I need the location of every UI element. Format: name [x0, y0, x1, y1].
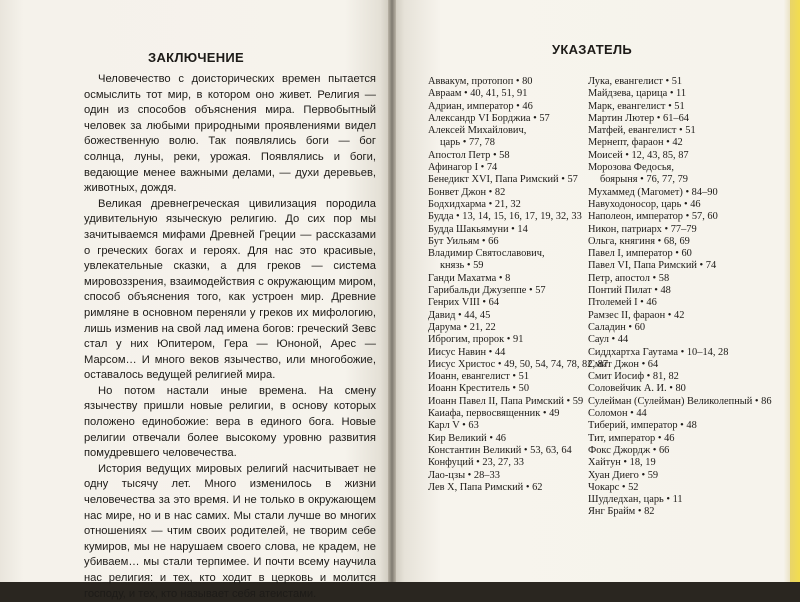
index-entry: Давид • 44, 45	[428, 309, 491, 321]
index-entry: Бут Уильям • 66	[428, 235, 499, 247]
index-entry: Афинагор I • 74	[428, 162, 498, 174]
index-entry: Хуан Диего • 59	[588, 469, 659, 481]
book-spine	[388, 0, 396, 582]
index-entry: Дарума • 21, 22	[428, 321, 496, 333]
page-edge	[790, 0, 800, 582]
left-page	[0, 0, 392, 600]
index-entry: Авраам • 40, 41, 51, 91	[428, 88, 528, 100]
index-entry: Птолемей I • 46	[588, 297, 657, 309]
index-entry: царь • 77, 78	[440, 137, 495, 149]
index-entry: Чокарс • 52	[588, 481, 639, 493]
index-entry: князь • 59	[440, 260, 484, 272]
paragraph: Человечество с доисторических времен пытается осмыслить тот мир, в котором оно живет. Религия — один из способов объяснения мира. Первобытный человек за любыми природными проявлениями видел божественную волю. Так появлялись боги — бог солнца, луны, реки, урожая. Появлялись и боги, ведающие менее важными делами, — духи деревьев, животных, дождя.	[84, 73, 376, 195]
index-entry: Тиберий, император • 48	[588, 420, 697, 432]
index-entry: Понтий Пилат • 48	[588, 285, 671, 297]
paragraph: История ведущих мировых религий насчитывает не одну тысячу лет. Много изменилось в жизни человечества за это время. И не только в окружающем нас мире, но и в нас самих. Мы стали лучше во многих отношениях — чтим своих родителей, не творим себе кумиров, мы не нарушаем своего слова, не крадем, не убиваем… мы стали терпимее. И почти всему научила нас религия: и тех, кто ходит в церковь и молится господу, и тех, кто называет себя атеистами.	[84, 462, 376, 600]
paragraph: Но потом настали иные времена. На смену язычеству пришли новые религии, в основу которых положено единобожие: вера в единого бога. Новые религии отвечали более высокому уровню развития помудревшего человечества.	[84, 384, 376, 460]
index-entry: Никон, патриарх • 77–79	[588, 223, 697, 235]
index-entry: Наполеон, император • 57, 60	[588, 211, 718, 223]
index-entry: Морозова Федосья,	[588, 162, 674, 174]
index-entry: Владимир Святославович,	[428, 248, 545, 260]
index-entry: Мартин Лютер • 61–64	[588, 112, 689, 124]
index-entry: Павел I, император • 60	[588, 248, 692, 260]
index-entry: Конфуций • 23, 27, 33	[428, 457, 524, 469]
index-entry: Карл V • 63	[428, 420, 479, 432]
index-entry: Рамзес II, фараон • 42	[588, 309, 685, 321]
index-entry: Лука, евангелист • 51	[588, 76, 683, 87]
index-entry: Иоанн, евангелист • 51	[428, 371, 530, 383]
index-entry: Мернепт, фараон • 42	[588, 137, 683, 149]
index-entry: Бодхидхарма • 21, 32	[428, 198, 521, 210]
paragraph: Великая древнегреческая цивилизация породила удивительную языческую религию. До сих пор мы зачитываемся мифами Древней Греции — рассказами о греческих богах и героях. Для нас это красивые, увлекательные сказки, а для греков — система мировоззрения, взаимодействия с окружающим миром, способ объяснения того, как устроен мир. Древние римляне в основном переняли у греков их мифологию, лишь изменив на свой лад имена богов: греческий Зевс стал у них Юпитером, Гера — Юноной, Арес — Марсом… И много веков язычество, или многобожие, оставалось ведущей религией мира.	[84, 197, 376, 382]
index-entry: Иоанн Креститель • 50	[428, 383, 530, 395]
index-entry: Будда Шакьямуни • 14	[428, 223, 528, 235]
index-entry: Кир Великий • 46	[428, 432, 506, 444]
index-entry: Хайтун • 18, 19	[588, 457, 656, 469]
index-entry: Бонвет Джон • 82	[428, 186, 506, 198]
index-entry: Гарибальди Джузеппе • 57	[428, 285, 546, 297]
index-entry: Иброгим, пророк • 91	[428, 334, 524, 346]
index-entry: Смит Джон • 64	[588, 358, 659, 370]
index-entry: Иоанн Павел II, Папа Римский • 59	[428, 395, 584, 407]
conclusion-text	[84, 72, 376, 602]
index-entry: Сиддхартха Гаутама • 10–14, 28	[588, 346, 729, 358]
index-entry: Бенедикт XVI, Папа Римский • 57	[428, 174, 578, 186]
index-entry: Адриан, император • 46	[428, 100, 533, 112]
index-entry: Алексей Михайлович,	[428, 125, 527, 137]
index-column-2	[588, 76, 772, 519]
index-entry: Александр VI Борджиа • 57	[428, 112, 550, 124]
index-entry: Константин Великий • 53, 63, 64	[428, 444, 572, 456]
index-entry: Соломон • 44	[588, 408, 647, 420]
index-entry: Ольга, княгиня • 68, 69	[588, 235, 690, 247]
page-heading-index: УКАЗАТЕЛЬ	[552, 42, 633, 57]
index-entry: Мухаммед (Магомет) • 84–90	[588, 186, 718, 198]
index-entry: Навуходоносор, царь • 46	[588, 198, 701, 210]
index-entry: Ганди Махатма • 8	[428, 272, 511, 284]
index-entry: Саул • 44	[588, 334, 629, 346]
index-entry: Сулейман (Сулейман) Великолепный • 86	[588, 395, 772, 407]
index-entry: Шудледхан, царь • 11	[588, 494, 683, 506]
page-heading-conclusion: ЗАКЛЮЧЕНИЕ	[148, 50, 245, 65]
index-entry: Матфей, евангелист • 51	[588, 125, 696, 137]
index-entry: Будда • 13, 14, 15, 16, 17, 19, 32, 33	[428, 211, 582, 223]
index-entry: Каиафа, первосвященник • 49	[428, 408, 560, 420]
index-entry: Иисус Навин • 44	[428, 346, 506, 358]
index-entry: Моисей • 12, 43, 85, 87	[588, 149, 689, 161]
index-entry: Майдзева, царица • 11	[588, 88, 687, 100]
index-entry: Смит Иосиф • 81, 82	[588, 371, 679, 383]
index-entry: Соловейчик А. И. • 80	[588, 383, 686, 395]
index-entry: Аввакум, протопоп • 80	[428, 76, 533, 87]
index-entry: Лао-цзы • 28–33	[428, 469, 500, 481]
index-entry: Саладин • 60	[588, 321, 646, 333]
index-entry: Тит, император • 46	[588, 432, 675, 444]
index-entry: Иисус Христос • 49, 50, 54, 74, 78, 82, 87	[428, 358, 609, 370]
index-entry: Янг Брайм • 82	[588, 506, 655, 518]
index-entry: Петр, апостол • 58	[588, 272, 670, 284]
index-entry: Апостол Петр • 58	[428, 149, 510, 161]
index-entry: Генрих VIII • 64	[428, 297, 500, 309]
index-entry: Павел VI, Папа Римский • 74	[588, 260, 717, 272]
index-entry: Фокс Джордж • 66	[588, 444, 670, 456]
index-entry: Марк, евангелист • 51	[588, 100, 685, 112]
index-entry: боярыня • 76, 77, 79	[600, 174, 688, 186]
index-entry: Лев X, Папа Римский • 62	[428, 481, 543, 493]
